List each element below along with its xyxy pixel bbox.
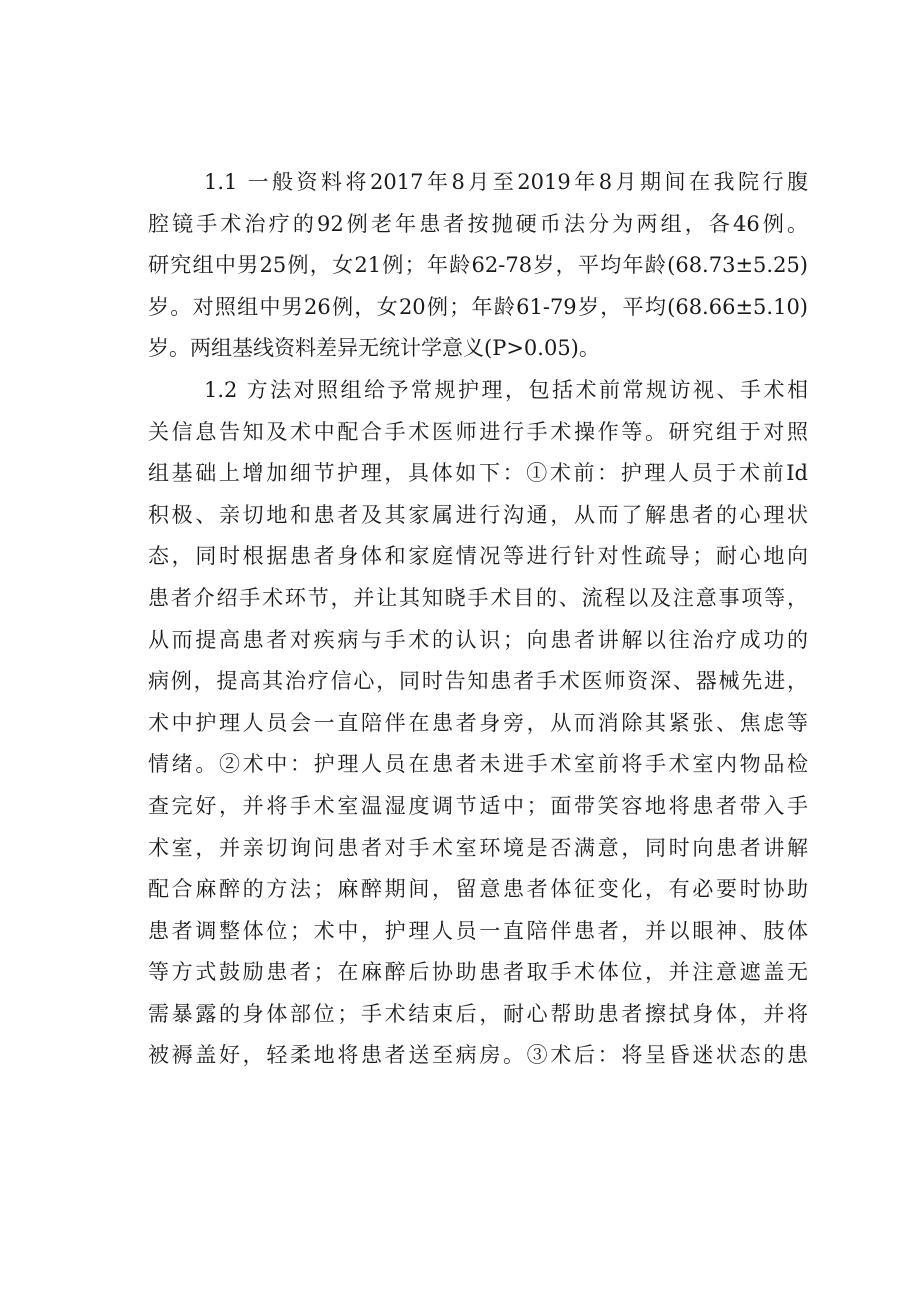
text-line: 1.2 方法对照组给予常规护理，包括术前常规访视、手术相 (204, 377, 808, 402)
paragraph-methods (148, 370, 808, 1077)
text-line: 术室，并亲切询问患者对手术室环境是否满意，同时向患者讲解 (148, 835, 808, 860)
text-line: 岁。对照组中男26例，女20例；年龄61-79岁，平均(68.66±5.10) (148, 294, 808, 319)
text-line: 研究组中男25例，女21例；年龄62-78岁，平均年龄(68.73±5.25) (148, 253, 808, 278)
text-line: 患者介绍手术环节，并让其知晓手术目的、流程以及注意事项等， (148, 585, 808, 610)
text-line: 患者调整体位；术中，护理人员一直陪伴患者，并以眼神、肢体 (148, 918, 808, 943)
text-line: 术中护理人员会一直陪伴在患者身旁，从而消除其紧张、焦虑等 (148, 710, 808, 735)
text-line: 查完好，并将手术室温湿度调节适中；面带笑容地将患者带入手 (148, 793, 808, 818)
text-line: 等方式鼓励患者；在麻醉后协助患者取手术体位，并注意遮盖无 (148, 960, 808, 985)
text-line: 配合麻醉的方法；麻醉期间，留意患者体征变化，有必要时协助 (148, 877, 808, 902)
text-line: 关信息告知及术中配合手术医师进行手术操作等。研究组于对照 (148, 419, 808, 444)
text-line: 积极、亲切地和患者及其家属进行沟通，从而了解患者的心理状 (148, 502, 808, 527)
text-line: 被褥盖好，轻柔地将患者送至病房。③术后：将呈昏迷状态的患 (148, 1043, 808, 1068)
text-line: 从而提高患者对疾病与手术的认识；向患者讲解以往治疗成功的 (148, 627, 808, 652)
text-line: 组基础上增加细节护理，具体如下：①术前：护理人员于术前Id (148, 461, 808, 486)
text-line: 病例，提高其治疗信心，同时告知患者手术医师资深、器械先进， (148, 669, 808, 694)
text-line: 态，同时根据患者身体和家庭情况等进行针对性疏导；耐心地向 (148, 544, 808, 569)
text-line: 情绪。②术中：护理人员在患者未进手术室前将手术室内物品检 (148, 752, 808, 777)
document-body (148, 162, 808, 1077)
text-line: 1.1 一般资料将2017年8月至2019年8月期间在我院行腹 (204, 170, 808, 194)
text-line: 腔镜手术治疗的92例老年患者按抛硬币法分为两组，各46例。 (148, 211, 808, 236)
text-line: 需暴露的身体部位；手术结束后，耐心帮助患者擦拭身体，并将 (148, 1001, 808, 1026)
text-line: 岁。两组基线资料差异无统计学意义(P>0.05)。 (148, 336, 600, 361)
paragraph-general-data (148, 162, 808, 370)
